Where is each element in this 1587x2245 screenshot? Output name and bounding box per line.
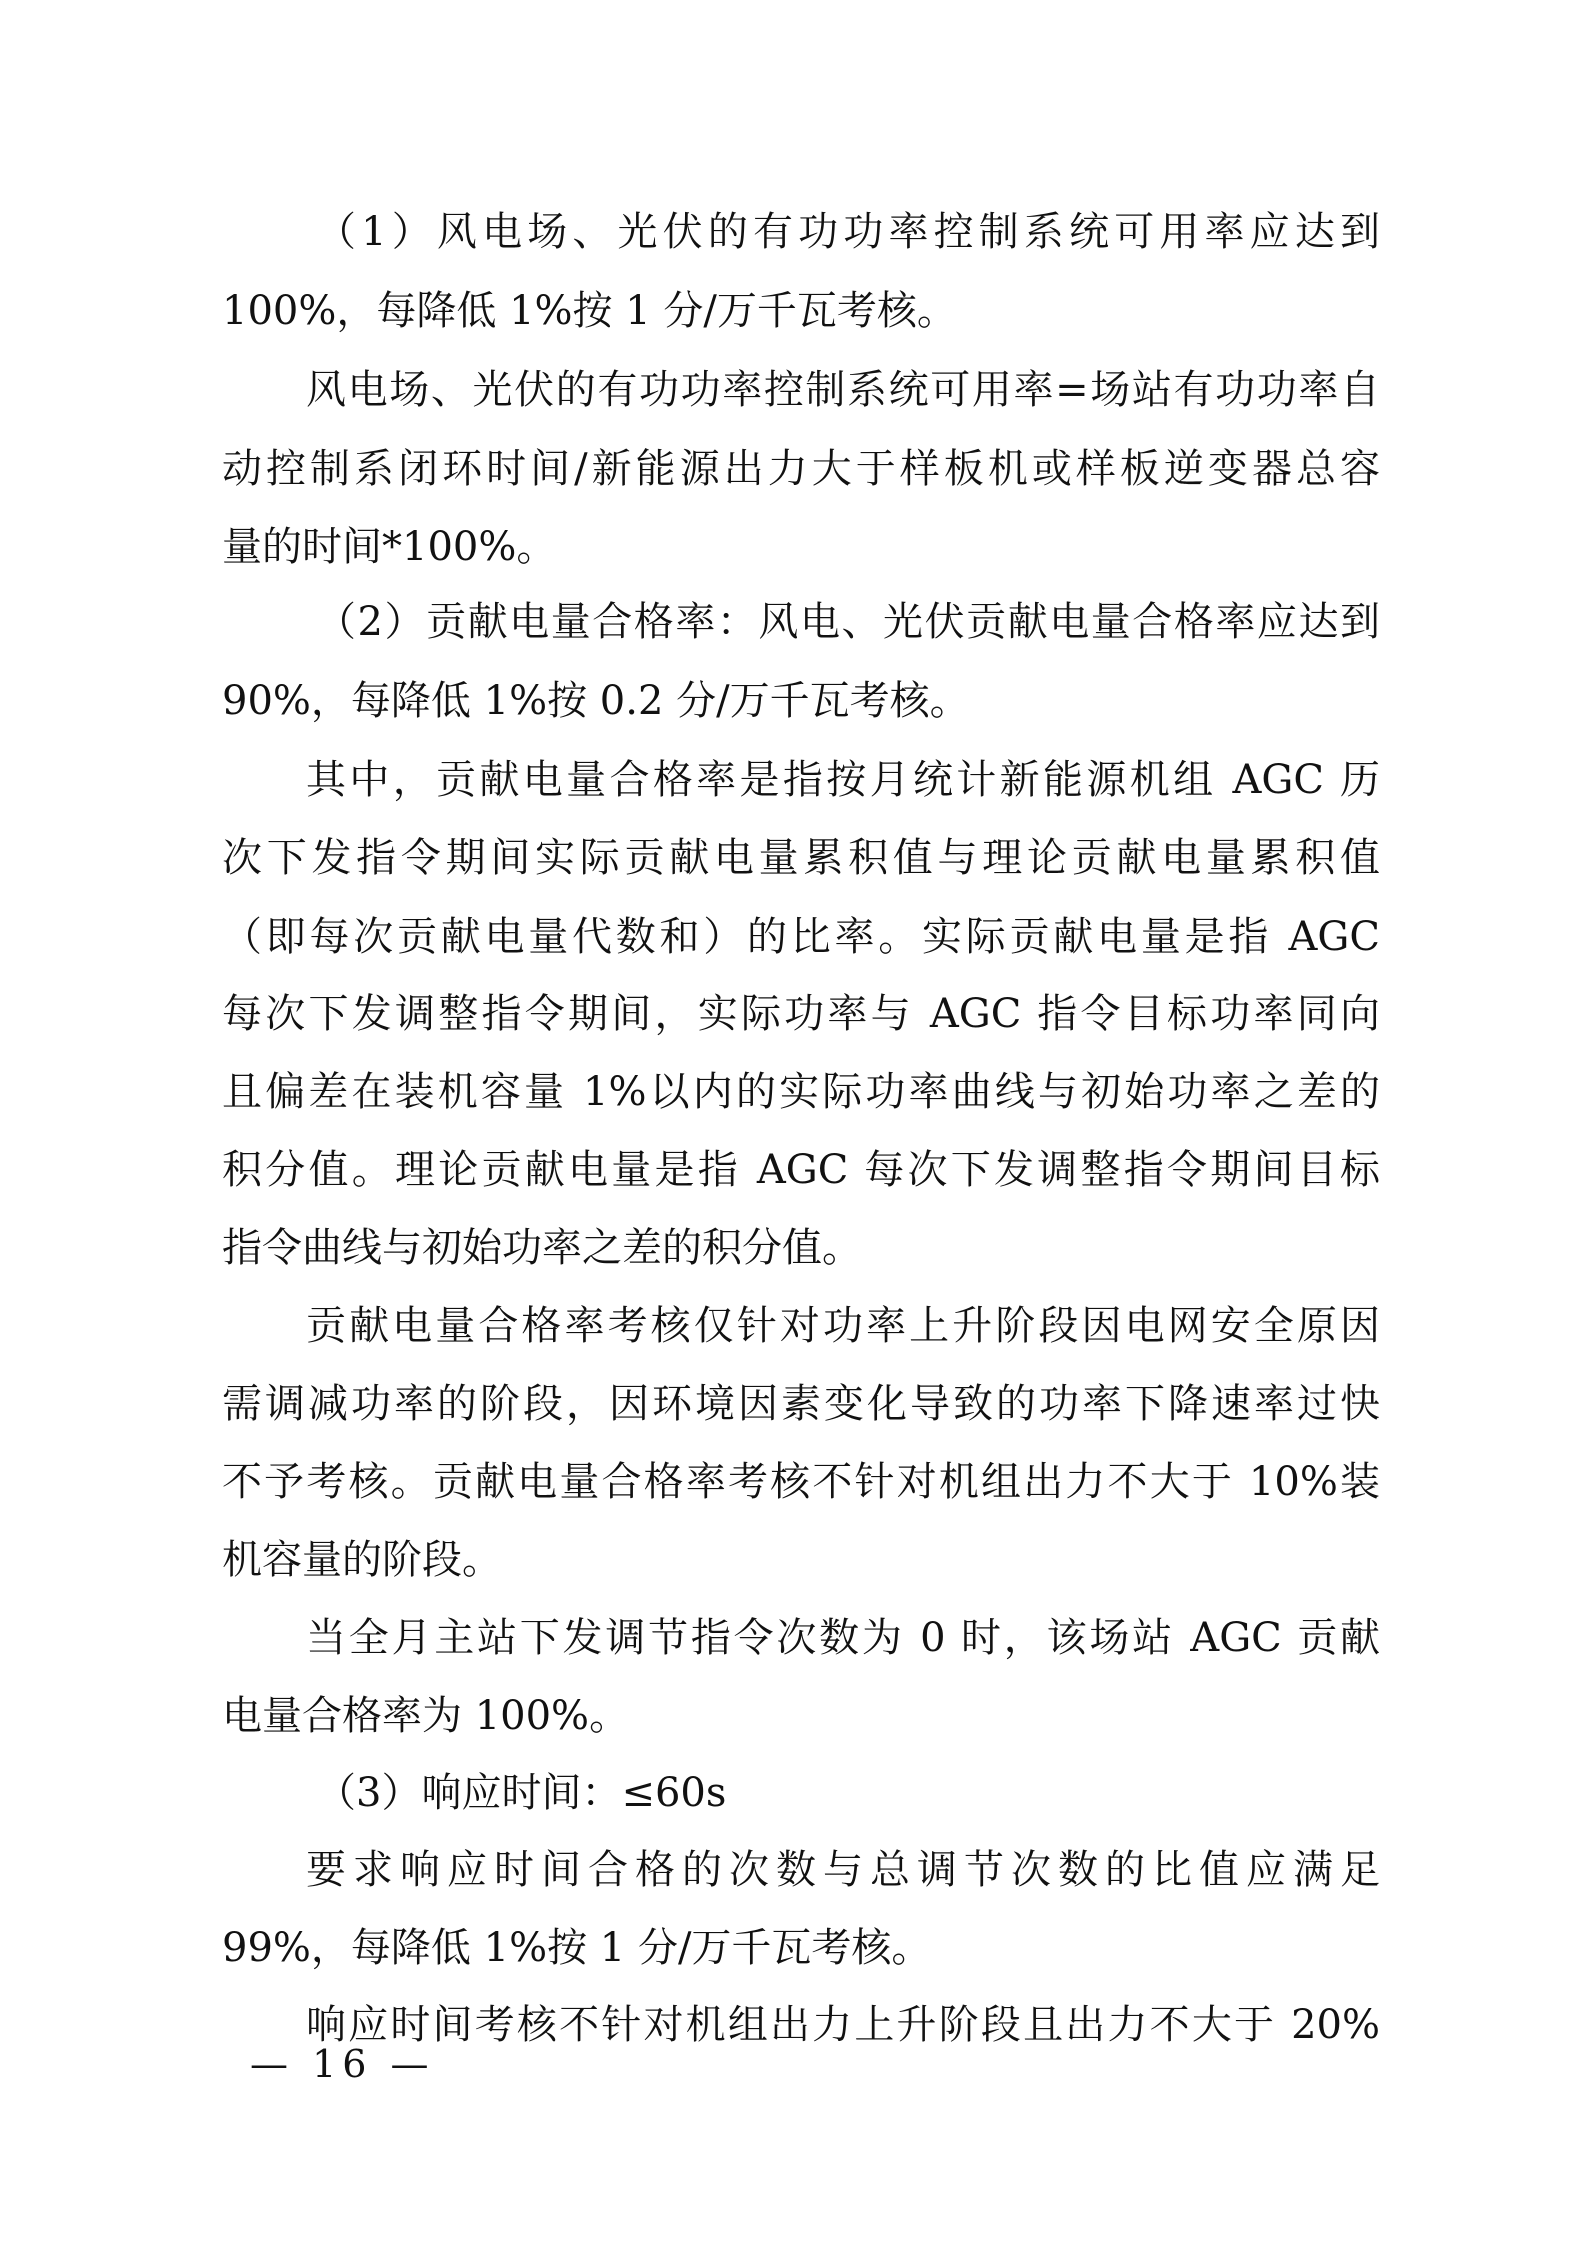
paragraph-line: （3）响应时间：≤60s xyxy=(316,1770,727,1816)
paragraph-line: （2）贡献电量合格率：风电、光伏贡献电量合格率应达到 xyxy=(316,599,1380,645)
paragraph-line: 90%，每降低 1%按 0.2 分/万千瓦考核。 xyxy=(222,678,970,724)
paragraph-line: 当全月主站下发调节指令次数为 0 时，该场站 AGC 贡献 xyxy=(306,1615,1380,1661)
paragraph-line: 其中，贡献电量合格率是指按月统计新能源机组 AGC 历 xyxy=(306,757,1380,803)
paragraph-line: 次下发指令期间实际贡献电量累积值与理论贡献电量累积值 xyxy=(222,835,1380,881)
paragraph-line: 99%，每降低 1%按 1 分/万千瓦考核。 xyxy=(222,1925,932,1971)
paragraph-line: 每次下发调整指令期间，实际功率与 AGC 指令目标功率同向 xyxy=(222,991,1380,1037)
paragraph-line: 要求响应时间合格的次数与总调节次数的比值应满足 xyxy=(306,1847,1380,1893)
paragraph-line: 100%，每降低 1%按 1 分/万千瓦考核。 xyxy=(222,288,957,334)
paragraph-line: 动控制系闭环时间/新能源出力大于样板机或样板逆变器总容 xyxy=(222,446,1380,492)
paragraph-line: 电量合格率为 100%。 xyxy=(222,1693,630,1739)
paragraph-line: 风电场、光伏的有功功率控制系统可用率=场站有功功率自 xyxy=(306,367,1380,413)
paragraph-line: （即每次贡献电量代数和）的比率。实际贡献电量是指 AGC xyxy=(222,914,1380,960)
paragraph-line: 不予考核。贡献电量合格率考核不针对机组出力不大于 10%装 xyxy=(222,1459,1380,1505)
paragraph-line: 指令曲线与初始功率之差的积分值。 xyxy=(222,1225,862,1271)
paragraph-line: 机容量的阶段。 xyxy=(222,1537,502,1583)
page-number: — 16 — xyxy=(250,2042,435,2086)
paragraph-line: 量的时间*100%。 xyxy=(222,524,557,570)
paragraph-line: 响应时间考核不针对机组出力上升阶段且出力不大于 20% xyxy=(306,2002,1380,2048)
paragraph-line: （1）风电场、光伏的有功功率控制系统可用率应达到 xyxy=(316,209,1380,255)
paragraph-line: 积分值。理论贡献电量是指 AGC 每次下发调整指令期间目标 xyxy=(222,1147,1380,1193)
paragraph-line: 且偏差在装机容量 1%以内的实际功率曲线与初始功率之差的 xyxy=(222,1069,1380,1115)
paragraph-line: 贡献电量合格率考核仅针对功率上升阶段因电网安全原因 xyxy=(306,1303,1380,1349)
paragraph-line: 需调减功率的阶段，因环境因素变化导致的功率下降速率过快 xyxy=(222,1381,1380,1427)
